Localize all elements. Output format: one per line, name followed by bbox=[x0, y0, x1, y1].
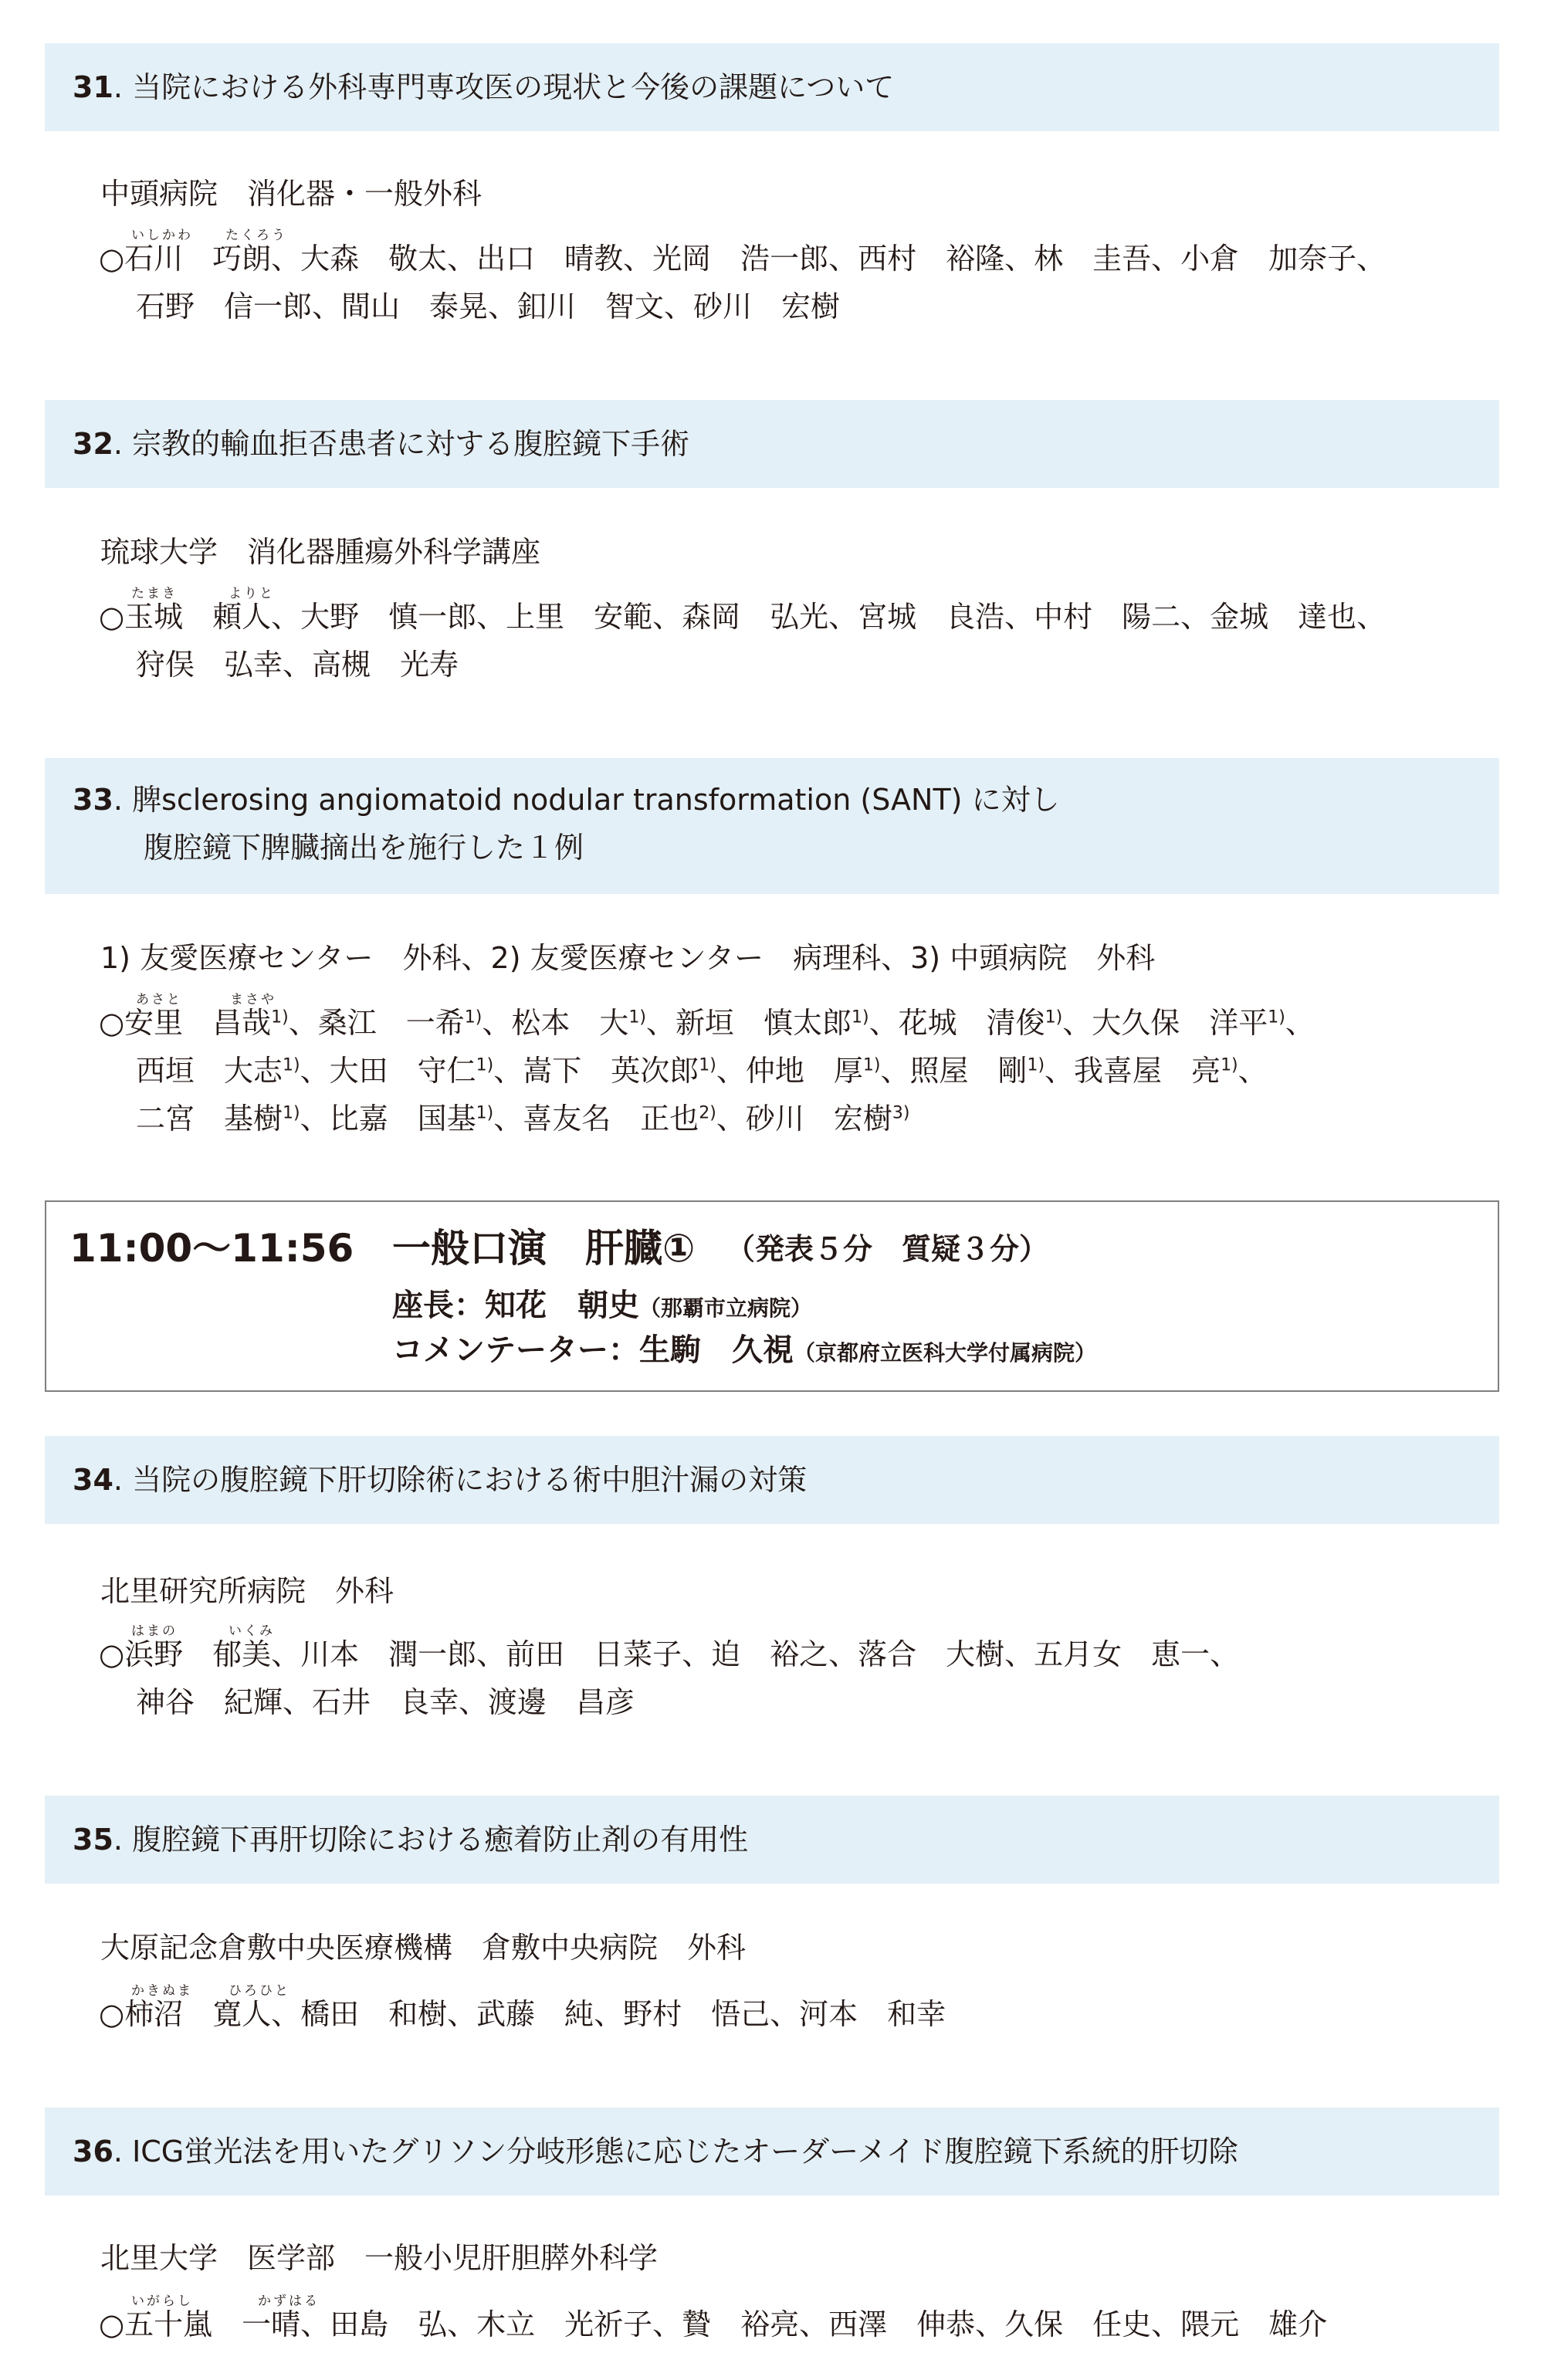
session-time: 11:00〜11:56 bbox=[69, 1226, 354, 1271]
furigana: ひろひと bbox=[229, 1983, 290, 1999]
abstract-title-line2: 腹腔鏡下脾臓摘出を施行した１例 bbox=[144, 831, 584, 865]
abstract-title: ICG蛍光法を用いたグリソン分岐形態に応じたオーダーメイド腹腔鏡下系統的肝切除 bbox=[132, 2135, 1238, 2168]
session-note: （発表５分 質疑３分） bbox=[726, 1232, 1049, 1266]
abstract-31-header: 31. 当院における外科専門専攻医の現状と今後の課題について bbox=[45, 43, 1499, 131]
abstract-36-header: 36. ICG蛍光法を用いたグリソン分岐形態に応じたオーダーメイド腹腔鏡下系統的肝切除 bbox=[45, 2107, 1499, 2195]
affiliation: 中頭病院 消化器・一般外科 bbox=[100, 177, 482, 211]
authors-line: 西垣 大志$^{1)}$、大田 守仁$^{1)}$、嵩下 英次郎$^{1)}$、仲地 厚$^{1)}$、照屋 剛$^{1)}$、我喜屋 亮$^{1)}$、 bbox=[136, 1054, 1268, 1088]
abstract-number: 33 bbox=[73, 783, 113, 817]
abstract-number: 35 bbox=[73, 1823, 113, 1857]
furigana: たくろう bbox=[225, 228, 287, 243]
abstract-title: 宗教的輸血拒否患者に対する腹腔鏡下手術 bbox=[132, 427, 690, 461]
furigana: いくみ bbox=[229, 1623, 275, 1639]
abstract-title: 脾sclerosing angiomatoid nodular transformation (SANT) に対し bbox=[132, 783, 1060, 817]
authors-line: 二宮 基樹$^{1)}$、比嘉 国基$^{1)}$、喜友名 正也$^{2)}$、砂川 宏樹$^{3)}$ bbox=[136, 1102, 910, 1136]
chair-affiliation: （那覇市立病院） bbox=[639, 1295, 813, 1321]
furigana: かきぬま bbox=[131, 1983, 193, 1999]
abstract-35-header: 35. 腹腔鏡下再肝切除における癒着防止剤の有用性 bbox=[45, 1796, 1499, 1884]
abstract-title: 当院の腹腔鏡下肝切除術における術中胆汁漏の対策 bbox=[132, 1463, 808, 1497]
furigana: あさと bbox=[136, 992, 182, 1007]
chair-label: 座長：知花 朝史 bbox=[392, 1288, 639, 1323]
furigana: いがらし bbox=[131, 2294, 193, 2309]
commentator bbox=[392, 1325, 1096, 1369]
authors-line: 石野 信一郎、間山 泰晃、釦川 智文、砂川 宏樹 bbox=[136, 289, 841, 323]
session-info-box bbox=[45, 1200, 1499, 1392]
authors-line: ○安里 昌哉$^{1)}$、桑江 一希$^{1)}$、松本 大$^{1)}$、新垣 慎太郎$^{1)}$、花城 清俊$^{1)}$、大久保 洋平$^{1)}$、 bbox=[99, 1006, 1315, 1040]
furigana: よりと bbox=[229, 586, 275, 601]
abstract-34-header: 34. 当院の腹腔鏡下肝切除術における術中胆汁漏の対策 bbox=[45, 1436, 1499, 1524]
furigana: かずはる bbox=[258, 2294, 320, 2309]
chair bbox=[392, 1281, 812, 1325]
abstract-number: 34 bbox=[73, 1463, 113, 1497]
authors-line: 神谷 紀輝、石井 良幸、渡邊 昌彦 bbox=[136, 1685, 635, 1719]
affiliation: 1) 友愛医療センター 外科、2) 友愛医療センター 病理科、3) 中頭病院 外科 bbox=[100, 941, 1156, 975]
authors-line: ○五十嵐 一晴、田島 弘、木立 光祈子、贄 裕亮、西澤 伸恭、久保 任史、隈元 雄介 bbox=[99, 2307, 1328, 2341]
abstract-32-header: 32. 宗教的輸血拒否患者に対する腹腔鏡下手術 bbox=[45, 400, 1499, 488]
commentator-label: コメンテーター：生駒 久視 bbox=[392, 1332, 794, 1368]
affiliation: 大原記念倉敷中央医療機構 倉敷中央病院 外科 bbox=[100, 1931, 747, 1965]
authors-line: ○柿沼 寛人、橋田 和樹、武藤 純、野村 悟己、河本 和幸 bbox=[99, 1997, 946, 2031]
abstract-title: 腹腔鏡下再肝切除における癒着防止剤の有用性 bbox=[132, 1823, 749, 1857]
abstract-number: 36 bbox=[73, 2135, 113, 2168]
abstract-title: 当院における外科専門専攻医の現状と今後の課題について bbox=[132, 70, 895, 104]
session-name: 一般口演 肝臓① bbox=[392, 1226, 696, 1271]
abstract-number: 32 bbox=[73, 427, 113, 461]
authors-line: ○石川 巧朗、大森 敬太、出口 晴教、光岡 浩一郎、西村 裕隆、林 圭吾、小倉 加奈子、 bbox=[99, 242, 1387, 276]
commentator-affiliation: （京都府立医科大学付属病院） bbox=[794, 1340, 1097, 1366]
authors-line: ○玉城 頼人、大野 慎一郎、上里 安範、森岡 弘光、宮城 良浩、中村 陽二、金城 達也、 bbox=[99, 600, 1387, 634]
furigana: いしかわ bbox=[131, 228, 193, 243]
furigana: たまき bbox=[131, 586, 178, 601]
authors-line: ○浜野 郁美、川本 潤一郎、前田 日菜子、迫 裕之、落合 大樹、五月女 恵一、 bbox=[99, 1637, 1240, 1671]
abstract-number: 31 bbox=[73, 70, 113, 104]
furigana: はまの bbox=[131, 1623, 178, 1639]
furigana: まさや bbox=[230, 992, 276, 1007]
abstract-33-header: 33. 脾sclerosing angiomatoid nodular transformation (SANT) に対し 腹腔鏡下脾臓摘出を施行した１例 bbox=[45, 758, 1499, 894]
affiliation: 琉球大学 消化器腫瘍外科学講座 bbox=[100, 535, 541, 569]
affiliation: 北里研究所病院 外科 bbox=[100, 1574, 394, 1608]
affiliation: 北里大学 医学部 一般小児肝胆膵外科学 bbox=[100, 2241, 659, 2275]
authors-line: 狩俣 弘幸、高槻 光寿 bbox=[136, 648, 459, 682]
